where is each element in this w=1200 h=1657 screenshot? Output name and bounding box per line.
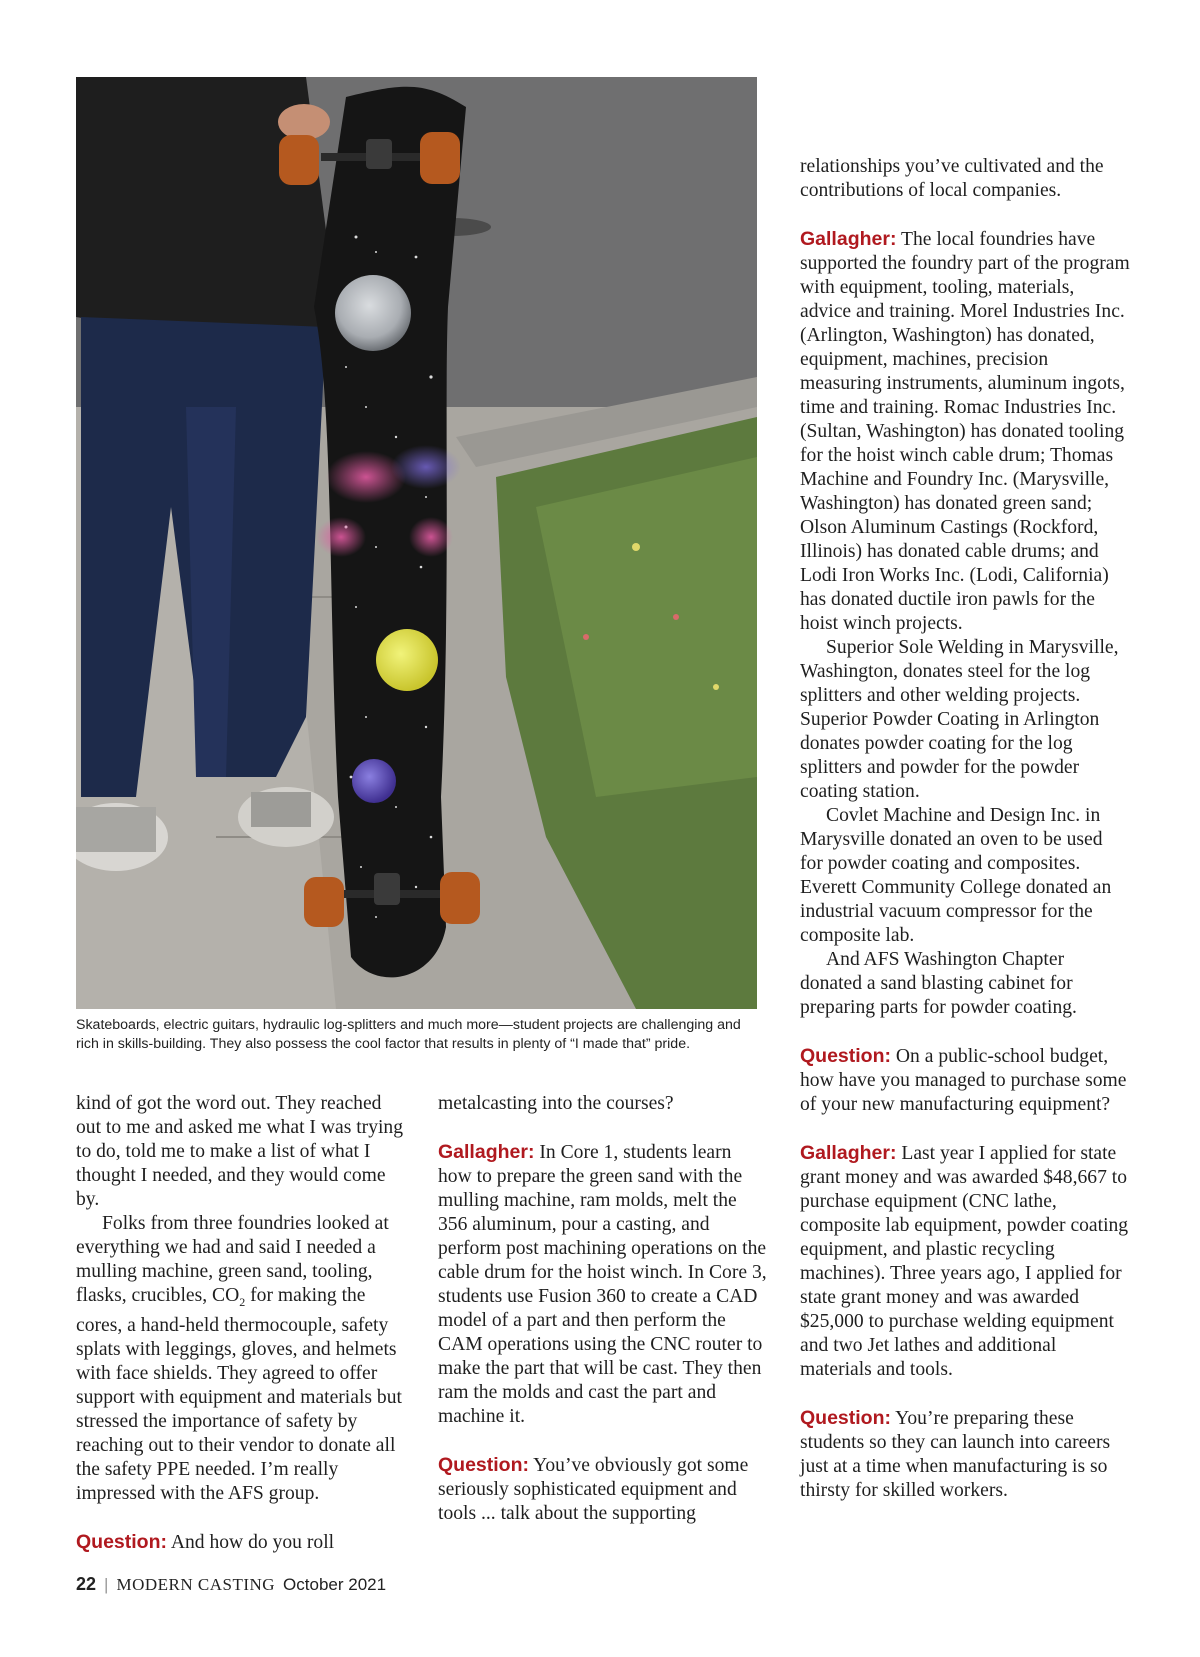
question-label: Question: — [800, 1407, 891, 1429]
answer-paragraph — [800, 1141, 1130, 1382]
answer-paragraph — [800, 227, 1130, 636]
answer-text: Last year I applied for state grant money and was awarded $48,667 to purchase equipment (CNC lathe, composite lab equipment, powder coating equipment, and plastic recycling machines). Three years ago, I applied for state grant money and was awarded $25,000 to purchase welding equipment and two Jet lathes and additional materials and tools. — [800, 1143, 1129, 1380]
question-label: Question: — [800, 1045, 891, 1067]
answer-label: Gallagher: — [438, 1141, 535, 1163]
page-footer — [76, 1574, 386, 1595]
paragraph: relationships you’ve cultivated and the contributions of local companies. — [800, 156, 1104, 201]
question-text: On a public-school budget, how have you managed to purchase some of your new manufacturing equipment? — [800, 1046, 1127, 1115]
answer-text: In Core 1, students learn how to prepare the green sand with the mulling machine, ram molds, melt the 356 aluminum, pour a casting, and perform post machining operations on the cable drum for the hoist winch. In Core 3, students use Fusion 360 to create a CAD model of a part and then perform the CAM operations using the CNC router to make the part that will be cast. They then ram the molds and cast the part and machine it. — [438, 1142, 767, 1427]
paragraph: Covlet Machine and Design Inc. in Marysville donated an oven to be used for powder coating and composites. Everett Community College donated an industrial vacuum compressor for the composite lab. — [800, 805, 1112, 946]
column-a — [76, 1092, 406, 1555]
text-run: for making the cores, a hand-held thermocouple, safety splats with leggings, gloves, and helmets with face shields. They agreed to offer support with equipment and materials but stressed the importance of safety by reaching out to their vendor to donate all the safety PPE needed. I’m really impressed with the AFS group. — [76, 1285, 402, 1504]
longboard-photo — [76, 77, 757, 1009]
question-paragraph — [800, 1044, 1130, 1117]
issue-date: October 2021 — [283, 1575, 387, 1594]
question-text: You’ve obviously got some seriously sophisticated equipment and tools ... talk about the supporting — [438, 1455, 749, 1524]
question-paragraph — [800, 1406, 1130, 1503]
publication-name: MODERN CASTING — [116, 1575, 276, 1594]
question-label: Question: — [438, 1454, 529, 1476]
question-text: You’re preparing these students so they can launch into careers just at a time when manufacturing is so thirsty for skilled workers. — [800, 1408, 1111, 1501]
paragraph — [76, 1212, 406, 1506]
paragraph: kind of got the word out. They reached out to me and asked me what I was trying to do, told me to make a list of what I thought I needed, and they would come by. — [76, 1093, 404, 1210]
paragraph: And AFS Washington Chapter donated a sand blasting cabinet for preparing parts for powder coating. — [800, 949, 1077, 1018]
answer-label: Gallagher: — [800, 1142, 897, 1164]
question-label: Question: — [76, 1530, 167, 1553]
photo-caption: Skateboards, electric guitars, hydraulic log-splitters and much more—student projects are challenging and rich in skills-building. They also possess the cool factor that results in plenty of “I made that” pride. — [76, 1017, 741, 1052]
subscript: 2 — [239, 1294, 246, 1309]
divider: | — [104, 1575, 109, 1594]
paragraph: Superior Sole Welding in Marysville, Washington, donates steel for the log splitters and other welding projects. Superior Powder Coating in Arlington donates powder coating for the log splitters and powder for the powder coating station. — [800, 637, 1119, 802]
question-text: And how do you roll — [167, 1531, 335, 1553]
page-number: 22 — [76, 1574, 97, 1594]
paragraph: metalcasting into the courses? — [438, 1093, 674, 1114]
answer-text: The local foundries have supported the foundry part of the program with equipment, tooling, materials, advice and training. Morel Industries Inc. (Arlington, Washington) has donated, equipment, machines, precision measuring instruments, aluminum ingots, time and training. Romac Industries Inc. (Sultan, Washington) has donated tooling for the hoist winch cable drum; Thomas Machine and Foundry Inc. (Marysville, Washington) has donated green sand; Olson Aluminum Castings (Rockford, Illinois) has donated cable drums; and Lodi Iron Works Inc. (Lodi, California) has donated ductile iron pawls for the hoist winch projects. — [800, 229, 1130, 634]
longboard-illustration — [76, 77, 757, 1009]
column-b — [438, 1092, 768, 1526]
column-c — [800, 155, 1130, 1503]
answer-paragraph — [438, 1140, 768, 1429]
text-run: Folks from three foundries looked at everything we had and said I needed a mulling machine, green sand, tooling, flasks, crucibles, CO — [76, 1213, 389, 1306]
question-paragraph — [76, 1530, 406, 1555]
question-paragraph — [438, 1453, 768, 1526]
answer-label: Gallagher: — [800, 228, 897, 250]
